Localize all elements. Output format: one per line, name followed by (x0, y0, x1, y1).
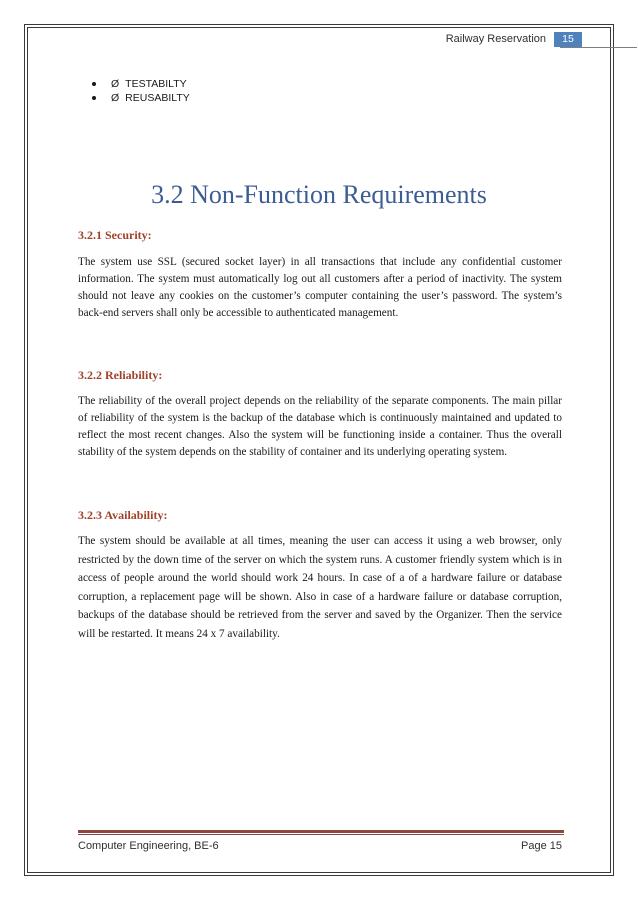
paragraph-reliability: The reliability of the overall project depends on the reliability of the separate components. The main pillar of reliability of the system is the backup of the database which is continuously maintained and updated to reflect the most recent changes. Also the system will be functioning inside a container. Thus the overall stability of the system depends on the stability of container and its underlying operating system. (78, 395, 562, 458)
bullet-dot-icon (92, 96, 96, 100)
bullet-list (92, 77, 190, 105)
header-doc-title: Railway Reservation (445, 33, 546, 45)
page-header (446, 31, 582, 47)
subsection-heading-availability: 3.2.3 Availability: (78, 508, 168, 522)
header-rule (560, 47, 637, 48)
subsection-heading-security: 3.2.1 Security: (78, 228, 152, 242)
paragraph-availability: The system should be available at all times, meaning the user can access it using a web browser, only restricted by the down time of the server on which the system runs. A customer friendly system which is in access of people around the world should work 24 hours. In case of a of a hardware failure or database corruption, a replacement page will be shown. Also in case of a hardware failure or database corruption, backups of the database should be retrieved from the server and saved by the Organizer. Then the service will be restarted. It means 24 x 7 availability. (78, 535, 562, 640)
paragraph-security: The system use SSL (secured socket layer) in all transactions that include any confidential customer information. The system must automatically log out all customers after a period of inactivity. The system should not leave any cookies on the customer’s computer containing the user’s password. The system’s back-end servers shall only be accessible to authenticated management. (78, 256, 562, 319)
section-title: 3.2 Non-Function Requirements (151, 180, 487, 209)
list-item (92, 77, 190, 91)
footer-page-number: Page 15 (521, 840, 562, 852)
bullet-dot-icon (92, 82, 96, 86)
header-page-number: 15 (554, 32, 582, 47)
footer-rule-thin (78, 834, 564, 835)
footer-rule-thick (78, 830, 564, 833)
list-item (92, 91, 190, 105)
bullet-text: REUSABILTY (125, 92, 190, 104)
footer-department: Computer Engineering, BE-6 (78, 840, 219, 852)
arrow-bullet-icon: Ø (111, 92, 120, 104)
bullet-text: TESTABILTY (125, 78, 187, 90)
arrow-bullet-icon: Ø (111, 78, 120, 90)
subsection-heading-reliability: 3.2.2 Reliability: (78, 368, 163, 382)
